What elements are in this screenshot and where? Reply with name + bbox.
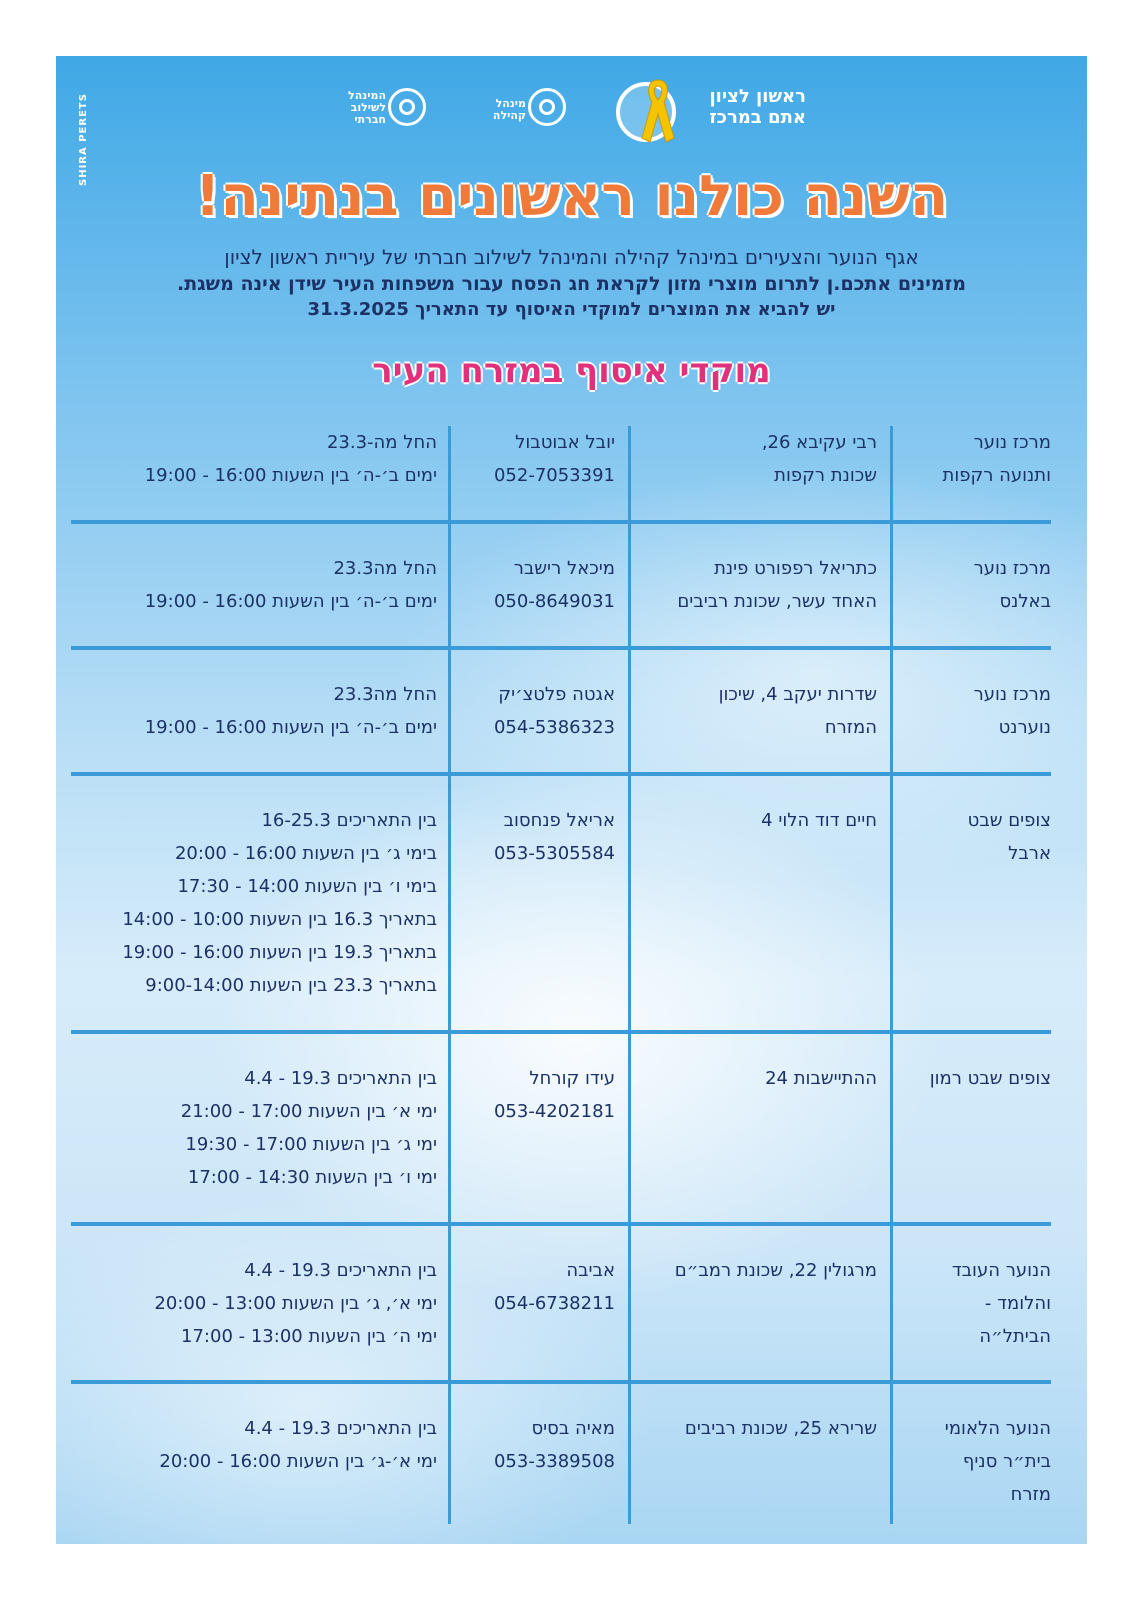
contact-cell <box>457 552 615 618</box>
column-divider <box>890 426 893 1524</box>
hours-cell-line: בתאריך 16.3 בין השעות 10:00 - 14:00 <box>122 909 437 930</box>
contact-cell <box>457 1254 615 1320</box>
address-cell <box>637 552 877 618</box>
hours-cell-line: ימי ה׳ בין השעות 13:00 - 17:00 <box>181 1326 437 1347</box>
row-divider <box>71 646 1051 650</box>
address-cell-line: רבי עקיבא 26, <box>761 432 877 453</box>
organization-cell <box>909 678 1051 744</box>
contact-cell-line: יובל אבוטבול <box>515 432 615 453</box>
column-divider <box>448 426 451 1524</box>
organization-cell <box>909 1062 1051 1095</box>
designer-credit: SHIRA PERETS <box>78 93 89 186</box>
contact-cell <box>457 1412 615 1478</box>
organization-cell-line: הנוער העובד <box>951 1260 1051 1281</box>
intro-text <box>56 244 1087 322</box>
hours-cell-line: בין התאריכים 16-25.3 <box>261 810 437 831</box>
phone-number: 053-3389508 <box>493 1451 615 1472</box>
address-cell <box>637 1254 877 1287</box>
column-divider <box>628 426 631 1524</box>
logo-bar <box>336 76 806 156</box>
hours-cell-line: החל מה-23.3 <box>326 432 437 453</box>
organization-cell-line: ארבל <box>1008 843 1051 864</box>
contact-cell <box>457 426 615 492</box>
address-cell <box>637 1062 877 1095</box>
swirl-icon <box>388 88 426 126</box>
hours-cell-line: בימי ו׳ בין השעות 14:00 - 17:30 <box>177 876 437 897</box>
organization-cell <box>909 1412 1051 1511</box>
hours-cell <box>69 678 437 744</box>
organization-cell-line: מרכז נוער <box>973 432 1051 453</box>
hours-cell-line: החל מה23.3 <box>333 684 437 705</box>
address-cell-line: חיים דוד הלוי 4 <box>761 810 877 831</box>
address-cell-line: שכונת רקפות <box>774 465 877 486</box>
rishon-logo <box>616 76 806 151</box>
hours-cell-line: בימי ג׳ בין השעות 16:00 - 20:00 <box>174 843 437 864</box>
row-divider <box>71 520 1051 524</box>
hours-cell-line: ימים ב׳-ה׳ בין השעות 16:00 - 19:00 <box>144 465 437 486</box>
address-cell-line: שרירא 25, שכונת רביבים <box>684 1418 877 1439</box>
organization-cell-line: מזרח <box>1010 1484 1051 1505</box>
shiluv-logo <box>336 76 426 146</box>
hours-cell <box>69 552 437 618</box>
poster <box>56 56 1087 1544</box>
hours-cell-line: בין התאריכים 19.3 - 4.4 <box>244 1260 437 1281</box>
address-cell-line: המזרח <box>824 717 877 738</box>
address-cell-line: מרגולין 22, שכונת רמב״ם <box>674 1260 877 1281</box>
organization-cell-line: נוערנט <box>998 717 1051 738</box>
section-title: מוקדי איסוף במזרח העיר <box>372 351 771 391</box>
organization-cell-line: והלומד - <box>984 1293 1051 1314</box>
hours-cell-line: ימי ו׳ בין השעות 14:30 - 17:00 <box>187 1167 437 1188</box>
contact-cell-line: אגטה פלטצ׳יק <box>498 684 615 705</box>
contact-cell-line: אריאל פנחסוב <box>503 810 615 831</box>
address-cell <box>637 804 877 837</box>
contact-cell-line: מיכאל רישבר <box>513 558 615 579</box>
hours-cell-line: בתאריך 23.3 בין השעות 9:00-14:00 <box>145 975 437 996</box>
contact-cell <box>457 678 615 744</box>
address-cell <box>637 1412 877 1445</box>
address-cell-line: האחד עשר, שכונת רביבים <box>677 591 877 612</box>
organization-cell <box>909 804 1051 870</box>
hours-cell-line: ימי א׳, ג׳ בין השעות 13:00 - 20:00 <box>154 1293 437 1314</box>
row-divider <box>71 1380 1051 1384</box>
phone-number: 050-8649031 <box>493 591 615 612</box>
row-divider <box>71 1030 1051 1034</box>
hours-cell-line: החל מה23.3 <box>333 558 437 579</box>
yellow-ribbon-icon <box>638 76 678 146</box>
hours-cell-line: בתאריך 19.3 בין השעות 16:00 - 19:00 <box>122 942 437 963</box>
collection-points-table <box>71 426 1051 1524</box>
organization-cell-line: בית״ר סניף <box>962 1451 1051 1472</box>
hours-cell <box>69 1412 437 1478</box>
hours-cell <box>69 804 437 1002</box>
phone-number: 053-4202181 <box>493 1101 615 1122</box>
contact-cell <box>457 1062 615 1128</box>
phone-number: 053-5305584 <box>493 843 615 864</box>
organization-cell-line: ותנועה רקפות <box>942 465 1051 486</box>
hours-cell <box>69 1254 437 1353</box>
kehila-logo <box>476 76 566 146</box>
hours-cell <box>69 426 437 492</box>
organization-cell-line: צופים שבט <box>967 810 1051 831</box>
hours-cell-line: ימי ג׳ בין השעות 17:00 - 19:30 <box>185 1134 437 1155</box>
organization-cell <box>909 552 1051 618</box>
intro-line-3: יש להביא את המוצרים למוקדי האיסוף עד התאריך 31.3.2025 <box>307 299 836 320</box>
organization-cell-line: צופים שבט רמון <box>929 1068 1051 1089</box>
contact-cell-line: מאיה בסיס <box>531 1418 615 1439</box>
swirl-icon <box>528 88 566 126</box>
hours-cell <box>69 1062 437 1194</box>
address-cell-line: כתריאל רפפורט פינת <box>714 558 877 579</box>
organization-cell-line: באלנס <box>999 591 1051 612</box>
contact-cell-line: עידו קורחל <box>529 1068 615 1089</box>
row-divider <box>71 1222 1051 1226</box>
organization-cell <box>909 1254 1051 1353</box>
address-cell <box>637 678 877 744</box>
contact-cell-line: אביבה <box>566 1260 615 1281</box>
phone-number: 054-6738211 <box>493 1293 615 1314</box>
rishon-logo-text: ראשון לציון אתם במרכז <box>709 86 806 128</box>
contact-cell <box>457 804 615 870</box>
row-divider <box>71 772 1051 776</box>
phone-number: 054-5386323 <box>493 717 615 738</box>
organization-cell-line: מרכז נוער <box>973 558 1051 579</box>
hours-cell-line: ימי א׳-ג׳ בין השעות 16:00 - 20:00 <box>159 1451 437 1472</box>
address-cell <box>637 426 877 492</box>
organization-cell-line: מרכז נוער <box>973 684 1051 705</box>
organization-cell-line: הביתל״ה <box>979 1326 1051 1347</box>
kehila-logo-text: מינהל קהילה <box>492 97 526 122</box>
organization-cell <box>909 426 1051 492</box>
phone-number: 052-7053391 <box>493 465 615 486</box>
hours-cell-line: בין התאריכים 19.3 - 4.4 <box>244 1418 437 1439</box>
hours-cell-line: ימים ב׳-ה׳ בין השעות 16:00 - 19:00 <box>144 717 437 738</box>
headline: השנה כולנו ראשונים בנתינה! <box>194 164 949 229</box>
shiluv-logo-text: המינהל לשילוב חברתי <box>348 89 386 126</box>
hours-cell-line: ימי א׳ בין השעות 17:00 - 21:00 <box>180 1101 437 1122</box>
intro-line-1: אגף הנוער והצעירים במינהל קהילה והמינהל לשילוב חברתי של עיריית ראשון לציון <box>224 245 919 269</box>
intro-line-2: מזמינים אתכם.ן לתרום מוצרי מזון לקראת חג הפסח עבור משפחות העיר שידן אינה משגת. <box>176 273 966 295</box>
address-cell-line: ההתיישבות 24 <box>765 1068 877 1089</box>
organization-cell-line: הנוער הלאומי <box>944 1418 1051 1439</box>
hours-cell-line: ימים ב׳-ה׳ בין השעות 16:00 - 19:00 <box>144 591 437 612</box>
address-cell-line: שדרות יעקב 4, שיכון <box>718 684 877 705</box>
hours-cell-line: בין התאריכים 19.3 - 4.4 <box>244 1068 437 1089</box>
